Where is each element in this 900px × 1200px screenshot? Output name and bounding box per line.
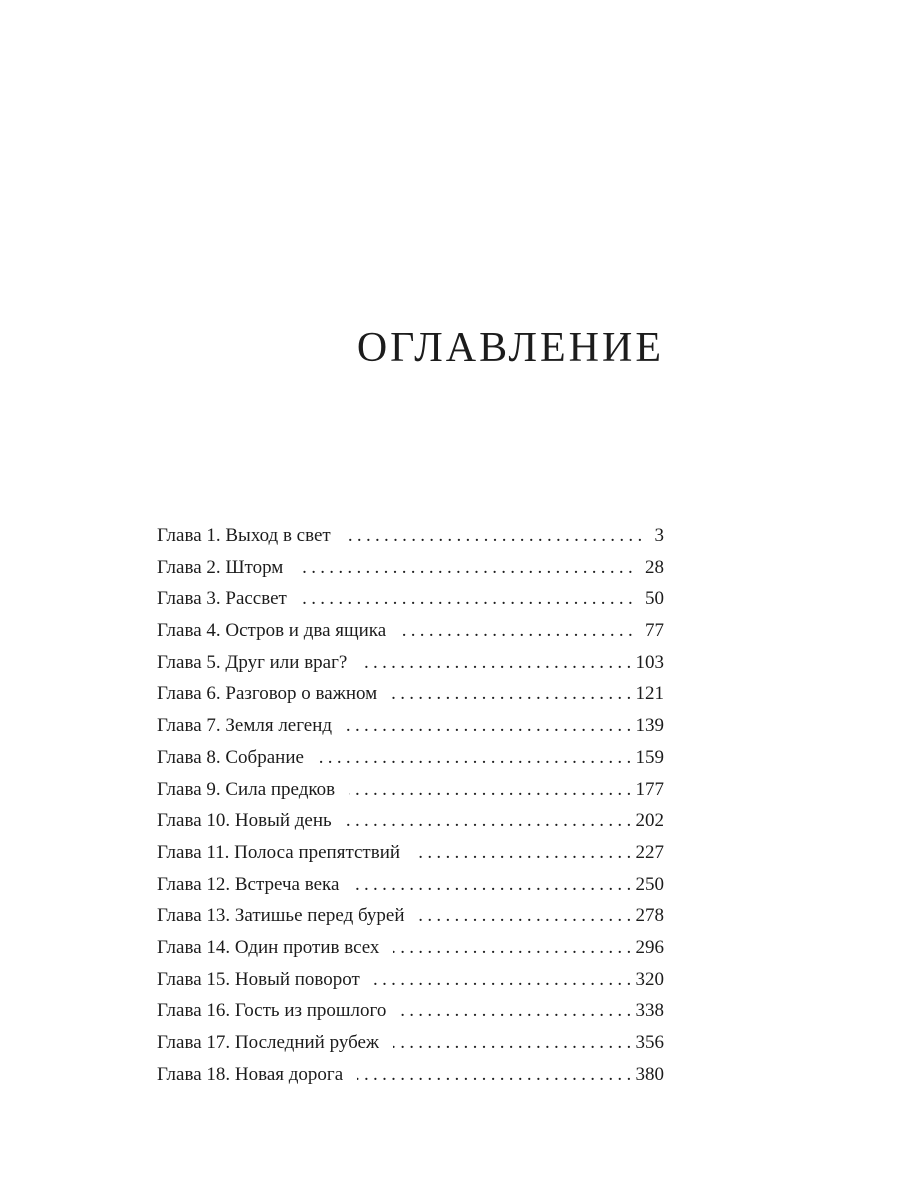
toc-entry-label: Глава 2. Шторм	[157, 556, 284, 578]
toc-dot-leader	[345, 520, 647, 552]
toc-entry	[157, 647, 664, 679]
table-of-contents	[157, 520, 664, 1090]
page-title: ОГЛАВЛЕНИЕ	[356, 325, 664, 371]
toc-dot-leader	[419, 900, 636, 932]
toc-entry-label: Глава 9. Сила предков	[157, 778, 336, 800]
toc-entry-page: 380	[635, 1063, 664, 1085]
toc-dot-leader	[400, 615, 637, 647]
toc-entry	[157, 583, 664, 615]
toc-entry	[157, 1059, 664, 1091]
toc-dot-leader	[414, 837, 635, 869]
toc-dot-leader	[391, 678, 635, 710]
toc-dot-leader	[301, 583, 637, 615]
toc-entry-label: Глава 16. Гость из прошлого	[157, 1000, 387, 1022]
toc-entry-page: 202	[635, 810, 664, 832]
toc-entry-label: Глава 5. Друг или враг?	[157, 651, 348, 673]
toc-entry	[157, 932, 664, 964]
toc-entry-label: Глава 4. Остров и два ящика	[157, 620, 387, 642]
toc-entry	[157, 869, 664, 901]
toc-entry-label: Глава 14. Один против всех	[157, 936, 380, 958]
toc-entry	[157, 615, 664, 647]
toc-dot-leader	[400, 995, 635, 1027]
toc-entry	[157, 520, 664, 552]
toc-entry-label: Глава 3. Рассвет	[157, 588, 287, 610]
toc-entry	[157, 805, 664, 837]
toc-entry-label: Глава 8. Собрание	[157, 746, 304, 768]
toc-dot-leader	[318, 742, 636, 774]
toc-dot-leader	[346, 710, 635, 742]
toc-dot-leader	[374, 964, 636, 996]
toc-dot-leader	[393, 1027, 635, 1059]
toc-entry-label: Глава 10. Новый день	[157, 810, 332, 832]
toc-dot-leader	[353, 869, 635, 901]
toc-entry-label: Глава 18. Новая дорога	[157, 1063, 344, 1085]
toc-entry-page: 121	[635, 683, 664, 705]
toc-entry	[157, 837, 664, 869]
toc-dot-leader	[393, 932, 635, 964]
toc-entry-label: Глава 17. Последний рубеж	[157, 1032, 380, 1053]
toc-entry-page: 159	[635, 746, 664, 768]
toc-dot-leader	[346, 805, 636, 837]
toc-entry	[157, 552, 664, 584]
toc-entry	[157, 964, 664, 996]
toc-entry-page: 139	[635, 715, 664, 737]
toc-dot-leader	[357, 1059, 635, 1091]
toc-entry-page: 77	[645, 620, 664, 642]
toc-entry-page: 227	[635, 841, 664, 863]
toc-entry-label: Глава 15. Новый поворот	[157, 968, 360, 990]
toc-entry-label: Глава 11. Полоса препятствий	[157, 841, 401, 863]
toc-entry	[157, 742, 664, 774]
toc-entry-page: 356	[635, 1032, 664, 1053]
toc-entry-label: Глава 6. Разговор о важном	[157, 683, 378, 705]
toc-entry-page: 250	[635, 873, 664, 895]
toc-entry-label: Глава 7. Земля легенд	[157, 715, 333, 737]
toc-entry	[157, 900, 664, 932]
toc-entry-page: 338	[635, 1000, 664, 1022]
toc-dot-leader	[297, 552, 637, 584]
toc-entry-label: Глава 12. Встреча века	[157, 873, 340, 895]
toc-dot-leader	[361, 647, 635, 679]
toc-entry-page: 177	[635, 778, 664, 800]
toc-entry-page: 278	[635, 905, 664, 927]
toc-entry	[157, 1027, 664, 1059]
toc-entry-page: 28	[645, 556, 664, 578]
toc-entry-page: 320	[635, 968, 664, 990]
toc-entry-page: 296	[635, 936, 664, 958]
toc-entry-page: 3	[654, 525, 664, 546]
toc-entry-label: Глава 13. Затишье перед бурей	[157, 905, 405, 927]
toc-entry	[157, 995, 664, 1027]
toc-entry	[157, 678, 664, 710]
toc-entry	[157, 710, 664, 742]
toc-entry-page: 50	[645, 588, 664, 610]
toc-entry-label: Глава 1. Выход в свет	[157, 525, 331, 546]
toc-entry-page: 103	[635, 651, 664, 673]
toc-entry	[157, 774, 664, 806]
toc-dot-leader	[349, 774, 635, 806]
